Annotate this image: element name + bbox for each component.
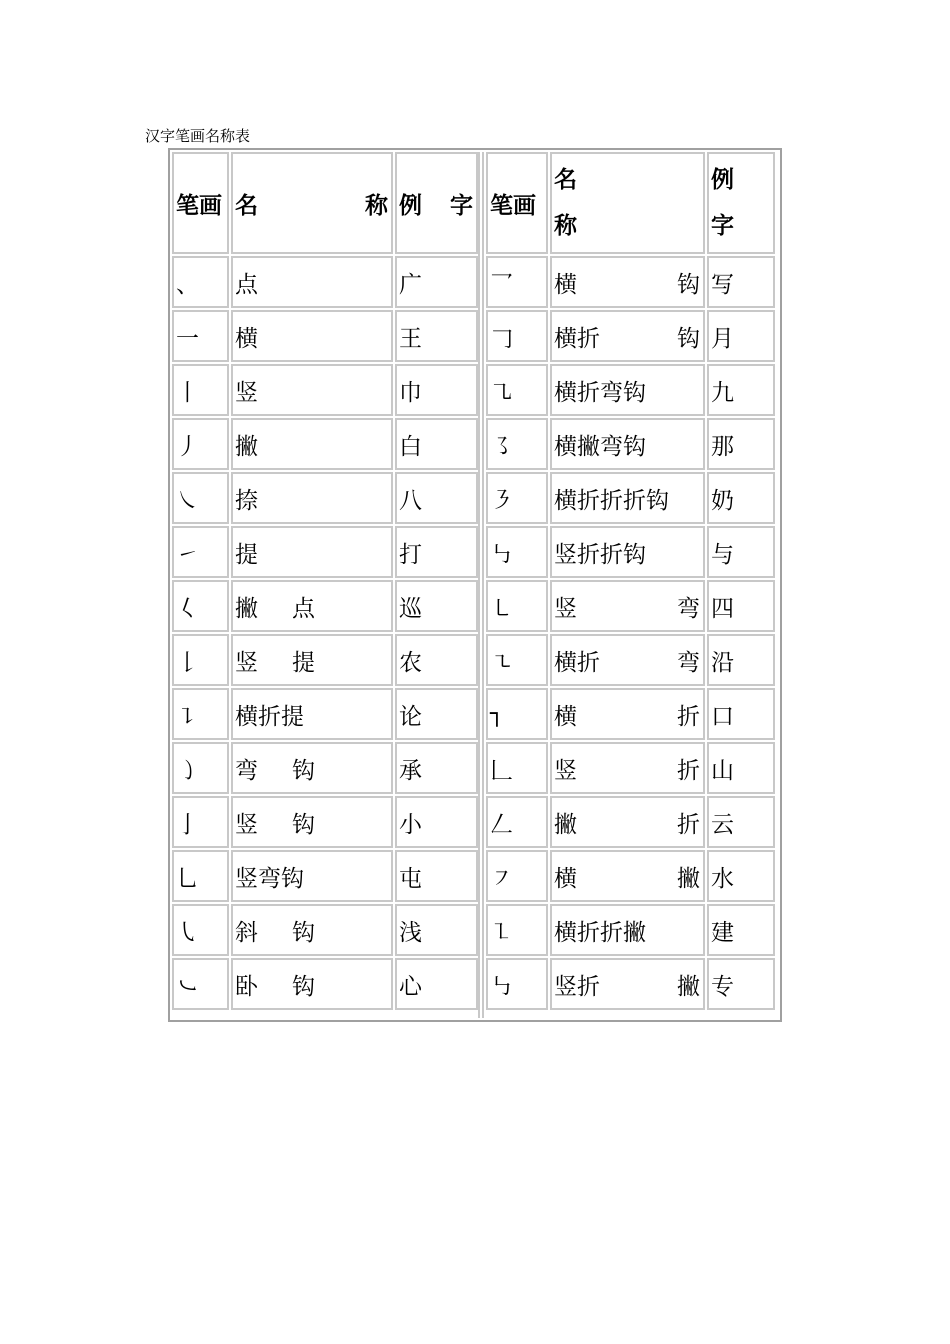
header-example-part: 例 bbox=[711, 167, 734, 193]
table-row bbox=[172, 310, 480, 364]
stroke-cell bbox=[172, 742, 229, 794]
table-row bbox=[172, 850, 480, 904]
stroke-name-part: 捺 bbox=[235, 487, 258, 514]
table-row bbox=[172, 580, 480, 634]
stroke-name-part: 卧 bbox=[235, 973, 258, 1000]
example-char-cell bbox=[395, 634, 478, 686]
example-char: 那 bbox=[711, 433, 734, 460]
table-column-separator bbox=[478, 152, 484, 1018]
stroke-name-cell bbox=[231, 472, 393, 524]
stroke-name-part: 钩 bbox=[292, 919, 315, 946]
stroke-cell bbox=[486, 904, 548, 956]
stroke-name-part: 横折 bbox=[554, 325, 600, 352]
stroke-glyph: ┐ bbox=[490, 701, 504, 727]
example-char: 白 bbox=[399, 433, 422, 460]
header-name bbox=[550, 152, 705, 254]
example-char: 九 bbox=[711, 379, 734, 406]
example-char: 与 bbox=[711, 541, 734, 568]
example-char-cell bbox=[707, 958, 775, 1010]
stroke-cell bbox=[172, 904, 229, 956]
stroke-name-cell bbox=[231, 850, 393, 902]
stroke-name-part: 点 bbox=[292, 595, 315, 622]
stroke-name-part: 撇 bbox=[235, 433, 258, 460]
stroke-cell bbox=[172, 634, 229, 686]
stroke-cell bbox=[486, 364, 548, 416]
example-char: 月 bbox=[711, 325, 734, 352]
table-row bbox=[172, 904, 480, 958]
stroke-name-cell bbox=[231, 364, 393, 416]
example-char-cell bbox=[707, 634, 775, 686]
stroke-cell bbox=[172, 256, 229, 308]
table-row bbox=[172, 256, 480, 310]
stroke-name-part: 竖折 bbox=[554, 973, 600, 1000]
table-row bbox=[486, 256, 777, 310]
example-char-cell bbox=[395, 472, 478, 524]
example-char: 八 bbox=[399, 487, 422, 514]
example-char: 巡 bbox=[399, 595, 422, 622]
stroke-cell bbox=[172, 580, 229, 632]
example-char-cell bbox=[395, 364, 478, 416]
example-char: 沿 bbox=[711, 649, 734, 676]
example-char-cell bbox=[395, 958, 478, 1010]
table-row bbox=[486, 418, 777, 472]
stroke-cell bbox=[486, 580, 548, 632]
header-example-part: 字 bbox=[711, 213, 734, 239]
stroke-glyph: 乚 bbox=[176, 865, 199, 892]
stroke-glyph: ㇀ bbox=[176, 541, 199, 568]
table-header-row bbox=[486, 152, 777, 256]
stroke-name-cell bbox=[231, 310, 393, 362]
stroke-name-part: 横折折撇 bbox=[554, 919, 646, 946]
stroke-glyph: 𠄌 bbox=[176, 649, 199, 676]
stroke-name-part: 撇 bbox=[235, 595, 258, 622]
table-row bbox=[172, 742, 480, 796]
table-row bbox=[486, 472, 777, 526]
stroke-glyph: ㇏ bbox=[176, 487, 199, 514]
stroke-glyph: 𠃋 bbox=[490, 811, 513, 838]
example-char: 王 bbox=[399, 325, 422, 352]
example-char-cell bbox=[707, 256, 775, 308]
stroke-cell bbox=[172, 796, 229, 848]
stroke-name-cell bbox=[231, 958, 393, 1010]
example-char: 巾 bbox=[399, 379, 422, 406]
header-example-part: 例 bbox=[399, 192, 422, 219]
stroke-name-part: 横 bbox=[554, 271, 577, 298]
stroke-cell bbox=[486, 310, 548, 362]
example-char-cell bbox=[707, 688, 775, 740]
stroke-name-cell bbox=[231, 634, 393, 686]
example-char-cell bbox=[707, 796, 775, 848]
stroke-glyph: 丨 bbox=[176, 379, 199, 406]
example-char: 广 bbox=[399, 271, 422, 298]
stroke-name-part: 钩 bbox=[292, 973, 315, 1000]
stroke-name-part: 弯 bbox=[235, 757, 258, 784]
stroke-name-cell bbox=[550, 256, 705, 308]
stroke-glyph: 亅 bbox=[176, 811, 199, 838]
header-example bbox=[395, 152, 478, 254]
table-row bbox=[486, 310, 777, 364]
stroke-name-part: 钩 bbox=[677, 271, 700, 298]
stroke-cell bbox=[486, 472, 548, 524]
example-char: 农 bbox=[399, 649, 422, 676]
table-row bbox=[486, 526, 777, 580]
stroke-name-cell bbox=[550, 310, 705, 362]
stroke-name-cell bbox=[231, 796, 393, 848]
example-char-cell bbox=[707, 418, 775, 470]
stroke-glyph: ㇍ bbox=[490, 649, 513, 676]
example-char-cell bbox=[707, 904, 775, 956]
stroke-cell bbox=[486, 256, 548, 308]
example-char: 水 bbox=[711, 865, 734, 892]
table-row bbox=[172, 418, 480, 472]
stroke-name-part: 提 bbox=[292, 649, 315, 676]
stroke-name-cell bbox=[550, 958, 705, 1010]
example-char-cell bbox=[707, 742, 775, 794]
stroke-name-part: 横 bbox=[235, 325, 258, 352]
stroke-name-part: 钩 bbox=[677, 325, 700, 352]
table-row bbox=[172, 688, 480, 742]
example-char: 浅 bbox=[399, 919, 422, 946]
table-row bbox=[172, 958, 480, 1012]
stroke-name-cell bbox=[550, 634, 705, 686]
table-row bbox=[486, 958, 777, 1012]
header-example-part: 字 bbox=[450, 192, 473, 219]
table-header-row bbox=[172, 152, 480, 256]
table-right-body bbox=[486, 256, 777, 1012]
stroke-name-cell bbox=[550, 850, 705, 902]
header-name-part: 名 bbox=[554, 167, 577, 193]
stroke-name-part: 钩 bbox=[292, 811, 315, 838]
stroke-glyph: ㇄ bbox=[490, 595, 513, 622]
stroke-name-cell bbox=[550, 688, 705, 740]
stroke-glyph: 𠃊 bbox=[490, 757, 513, 784]
table-row bbox=[486, 904, 777, 958]
example-char-cell bbox=[395, 526, 478, 578]
stroke-cell bbox=[172, 958, 229, 1010]
stroke-name-part: 竖 bbox=[554, 595, 577, 622]
stroke-name-part: 竖 bbox=[235, 379, 258, 406]
example-char: 写 bbox=[711, 271, 734, 298]
example-char-cell bbox=[707, 310, 775, 362]
stroke-name-part: 横折弯钩 bbox=[554, 379, 646, 406]
stroke-name-cell bbox=[550, 742, 705, 794]
stroke-name-part: 折 bbox=[677, 703, 700, 730]
stroke-glyph: 乛 bbox=[490, 271, 513, 298]
stroke-name-cell bbox=[231, 580, 393, 632]
stroke-glyph: ㇌ bbox=[490, 433, 513, 460]
stroke-name-part: 斜 bbox=[235, 919, 258, 946]
example-char: 奶 bbox=[711, 487, 734, 514]
example-char: 口 bbox=[711, 703, 734, 730]
stroke-name-cell bbox=[550, 472, 705, 524]
stroke-cell bbox=[486, 526, 548, 578]
example-char-cell bbox=[395, 796, 478, 848]
stroke-name-part: 点 bbox=[235, 271, 258, 298]
stroke-cell bbox=[486, 850, 548, 902]
stroke-cell bbox=[172, 364, 229, 416]
example-char: 云 bbox=[711, 811, 734, 838]
table-row bbox=[172, 364, 480, 418]
stroke-glyph: 丿 bbox=[176, 433, 199, 460]
stroke-cell bbox=[172, 688, 229, 740]
example-char: 论 bbox=[399, 703, 422, 730]
table-left-half bbox=[172, 152, 480, 1012]
stroke-cell bbox=[172, 472, 229, 524]
example-char: 建 bbox=[711, 919, 734, 946]
stroke-name-part: 弯 bbox=[677, 595, 700, 622]
stroke-name-part: 钩 bbox=[292, 757, 315, 784]
stroke-name-part: 横折提 bbox=[235, 703, 304, 730]
stroke-name-part: 竖 bbox=[235, 811, 258, 838]
example-char-cell bbox=[395, 742, 478, 794]
stroke-glyph: 、 bbox=[176, 271, 199, 298]
stroke-cell bbox=[486, 742, 548, 794]
stroke-name-part: 弯 bbox=[677, 649, 700, 676]
stroke-cell bbox=[486, 796, 548, 848]
table-row bbox=[172, 472, 480, 526]
stroke-name-cell bbox=[231, 526, 393, 578]
table-row bbox=[486, 634, 777, 688]
table-row bbox=[486, 742, 777, 796]
example-char: 专 bbox=[711, 973, 734, 1000]
stroke-name-part: 横 bbox=[554, 703, 577, 730]
stroke-name-part: 提 bbox=[235, 541, 258, 568]
stroke-cell bbox=[486, 634, 548, 686]
example-char-cell bbox=[395, 256, 478, 308]
table-row bbox=[486, 796, 777, 850]
stroke-cell bbox=[172, 310, 229, 362]
stroke-name-cell bbox=[231, 418, 393, 470]
stroke-name-part: 横折 bbox=[554, 649, 600, 676]
stroke-cell bbox=[172, 526, 229, 578]
example-char-cell bbox=[395, 904, 478, 956]
table-row bbox=[486, 688, 777, 742]
example-char: 打 bbox=[399, 541, 422, 568]
stroke-glyph: ㇅ bbox=[490, 919, 513, 946]
example-char-cell bbox=[395, 310, 478, 362]
stroke-name-part: 横折折折钩 bbox=[554, 487, 669, 514]
stroke-glyph: 𠃌 bbox=[490, 325, 513, 352]
example-char-cell bbox=[395, 688, 478, 740]
stroke-name-part: 竖 bbox=[235, 649, 258, 676]
stroke-name-cell bbox=[550, 364, 705, 416]
stroke-name-part: 竖弯钩 bbox=[235, 865, 304, 892]
stroke-glyph: ㇋ bbox=[490, 487, 513, 514]
stroke-glyph: 一 bbox=[176, 325, 199, 352]
header-example bbox=[707, 152, 775, 254]
stroke-name-cell bbox=[231, 904, 393, 956]
example-char: 心 bbox=[399, 973, 422, 1000]
header-name-part: 称 bbox=[554, 213, 577, 239]
stroke-name-part: 横 bbox=[554, 865, 577, 892]
example-char-cell bbox=[395, 580, 478, 632]
stroke-name-part: 撇 bbox=[677, 865, 700, 892]
page-title: 汉字笔画名称表 bbox=[145, 127, 251, 145]
header-name-part: 名 bbox=[235, 192, 258, 219]
stroke-name-cell bbox=[231, 742, 393, 794]
header-stroke: 笔画 bbox=[486, 152, 548, 254]
stroke-name-part: 撇 bbox=[677, 973, 700, 1000]
stroke-glyph: ㇃ bbox=[176, 973, 199, 1000]
example-char-cell bbox=[395, 850, 478, 902]
example-char-cell bbox=[707, 526, 775, 578]
example-char: 四 bbox=[711, 595, 734, 622]
stroke-name-part: 横撇弯钩 bbox=[554, 433, 646, 460]
stroke-glyph: ㇊ bbox=[176, 703, 199, 730]
stroke-name-cell bbox=[550, 796, 705, 848]
header-name bbox=[231, 152, 393, 254]
example-char-cell bbox=[707, 850, 775, 902]
stroke-glyph: ㇁ bbox=[176, 757, 199, 784]
example-char-cell bbox=[707, 580, 775, 632]
stroke-cell bbox=[486, 958, 548, 1010]
stroke-name-cell bbox=[550, 418, 705, 470]
stroke-glyph: 𡿨 bbox=[176, 595, 199, 622]
stroke-cell bbox=[486, 418, 548, 470]
example-char-cell bbox=[395, 418, 478, 470]
table-row bbox=[172, 634, 480, 688]
table-row bbox=[172, 796, 480, 850]
stroke-name-part: 撇 bbox=[554, 811, 577, 838]
stroke-glyph: ㇂ bbox=[176, 919, 199, 946]
stroke-name-cell bbox=[231, 256, 393, 308]
header-stroke: 笔画 bbox=[172, 152, 229, 254]
example-char-cell bbox=[707, 364, 775, 416]
stroke-name-cell bbox=[231, 688, 393, 740]
stroke-cell bbox=[486, 688, 548, 740]
stroke-glyph: ㇉ bbox=[490, 541, 513, 568]
stroke-glyph: ㇇ bbox=[490, 865, 513, 892]
stroke-cell bbox=[172, 850, 229, 902]
example-char: 屯 bbox=[399, 865, 422, 892]
example-char: 承 bbox=[399, 757, 422, 784]
stroke-cell bbox=[172, 418, 229, 470]
example-char: 山 bbox=[711, 757, 734, 784]
stroke-name-part: 竖 bbox=[554, 757, 577, 784]
header-name-part: 称 bbox=[365, 192, 388, 219]
example-char: 小 bbox=[399, 811, 422, 838]
stroke-name-cell bbox=[550, 904, 705, 956]
table-left-body bbox=[172, 256, 480, 1012]
stroke-name-part: 竖折折钩 bbox=[554, 541, 646, 568]
stroke-glyph: ㇉ bbox=[490, 973, 513, 1000]
stroke-name-table bbox=[168, 148, 782, 1022]
table-row bbox=[486, 580, 777, 634]
stroke-name-part: 折 bbox=[677, 811, 700, 838]
stroke-name-cell bbox=[550, 526, 705, 578]
table-row bbox=[486, 364, 777, 418]
stroke-name-part: 折 bbox=[677, 757, 700, 784]
stroke-name-cell bbox=[550, 580, 705, 632]
stroke-glyph: ㇈ bbox=[490, 379, 513, 406]
example-char-cell bbox=[707, 472, 775, 524]
table-right-half bbox=[486, 152, 777, 1012]
table-row bbox=[486, 850, 777, 904]
table-row bbox=[172, 526, 480, 580]
